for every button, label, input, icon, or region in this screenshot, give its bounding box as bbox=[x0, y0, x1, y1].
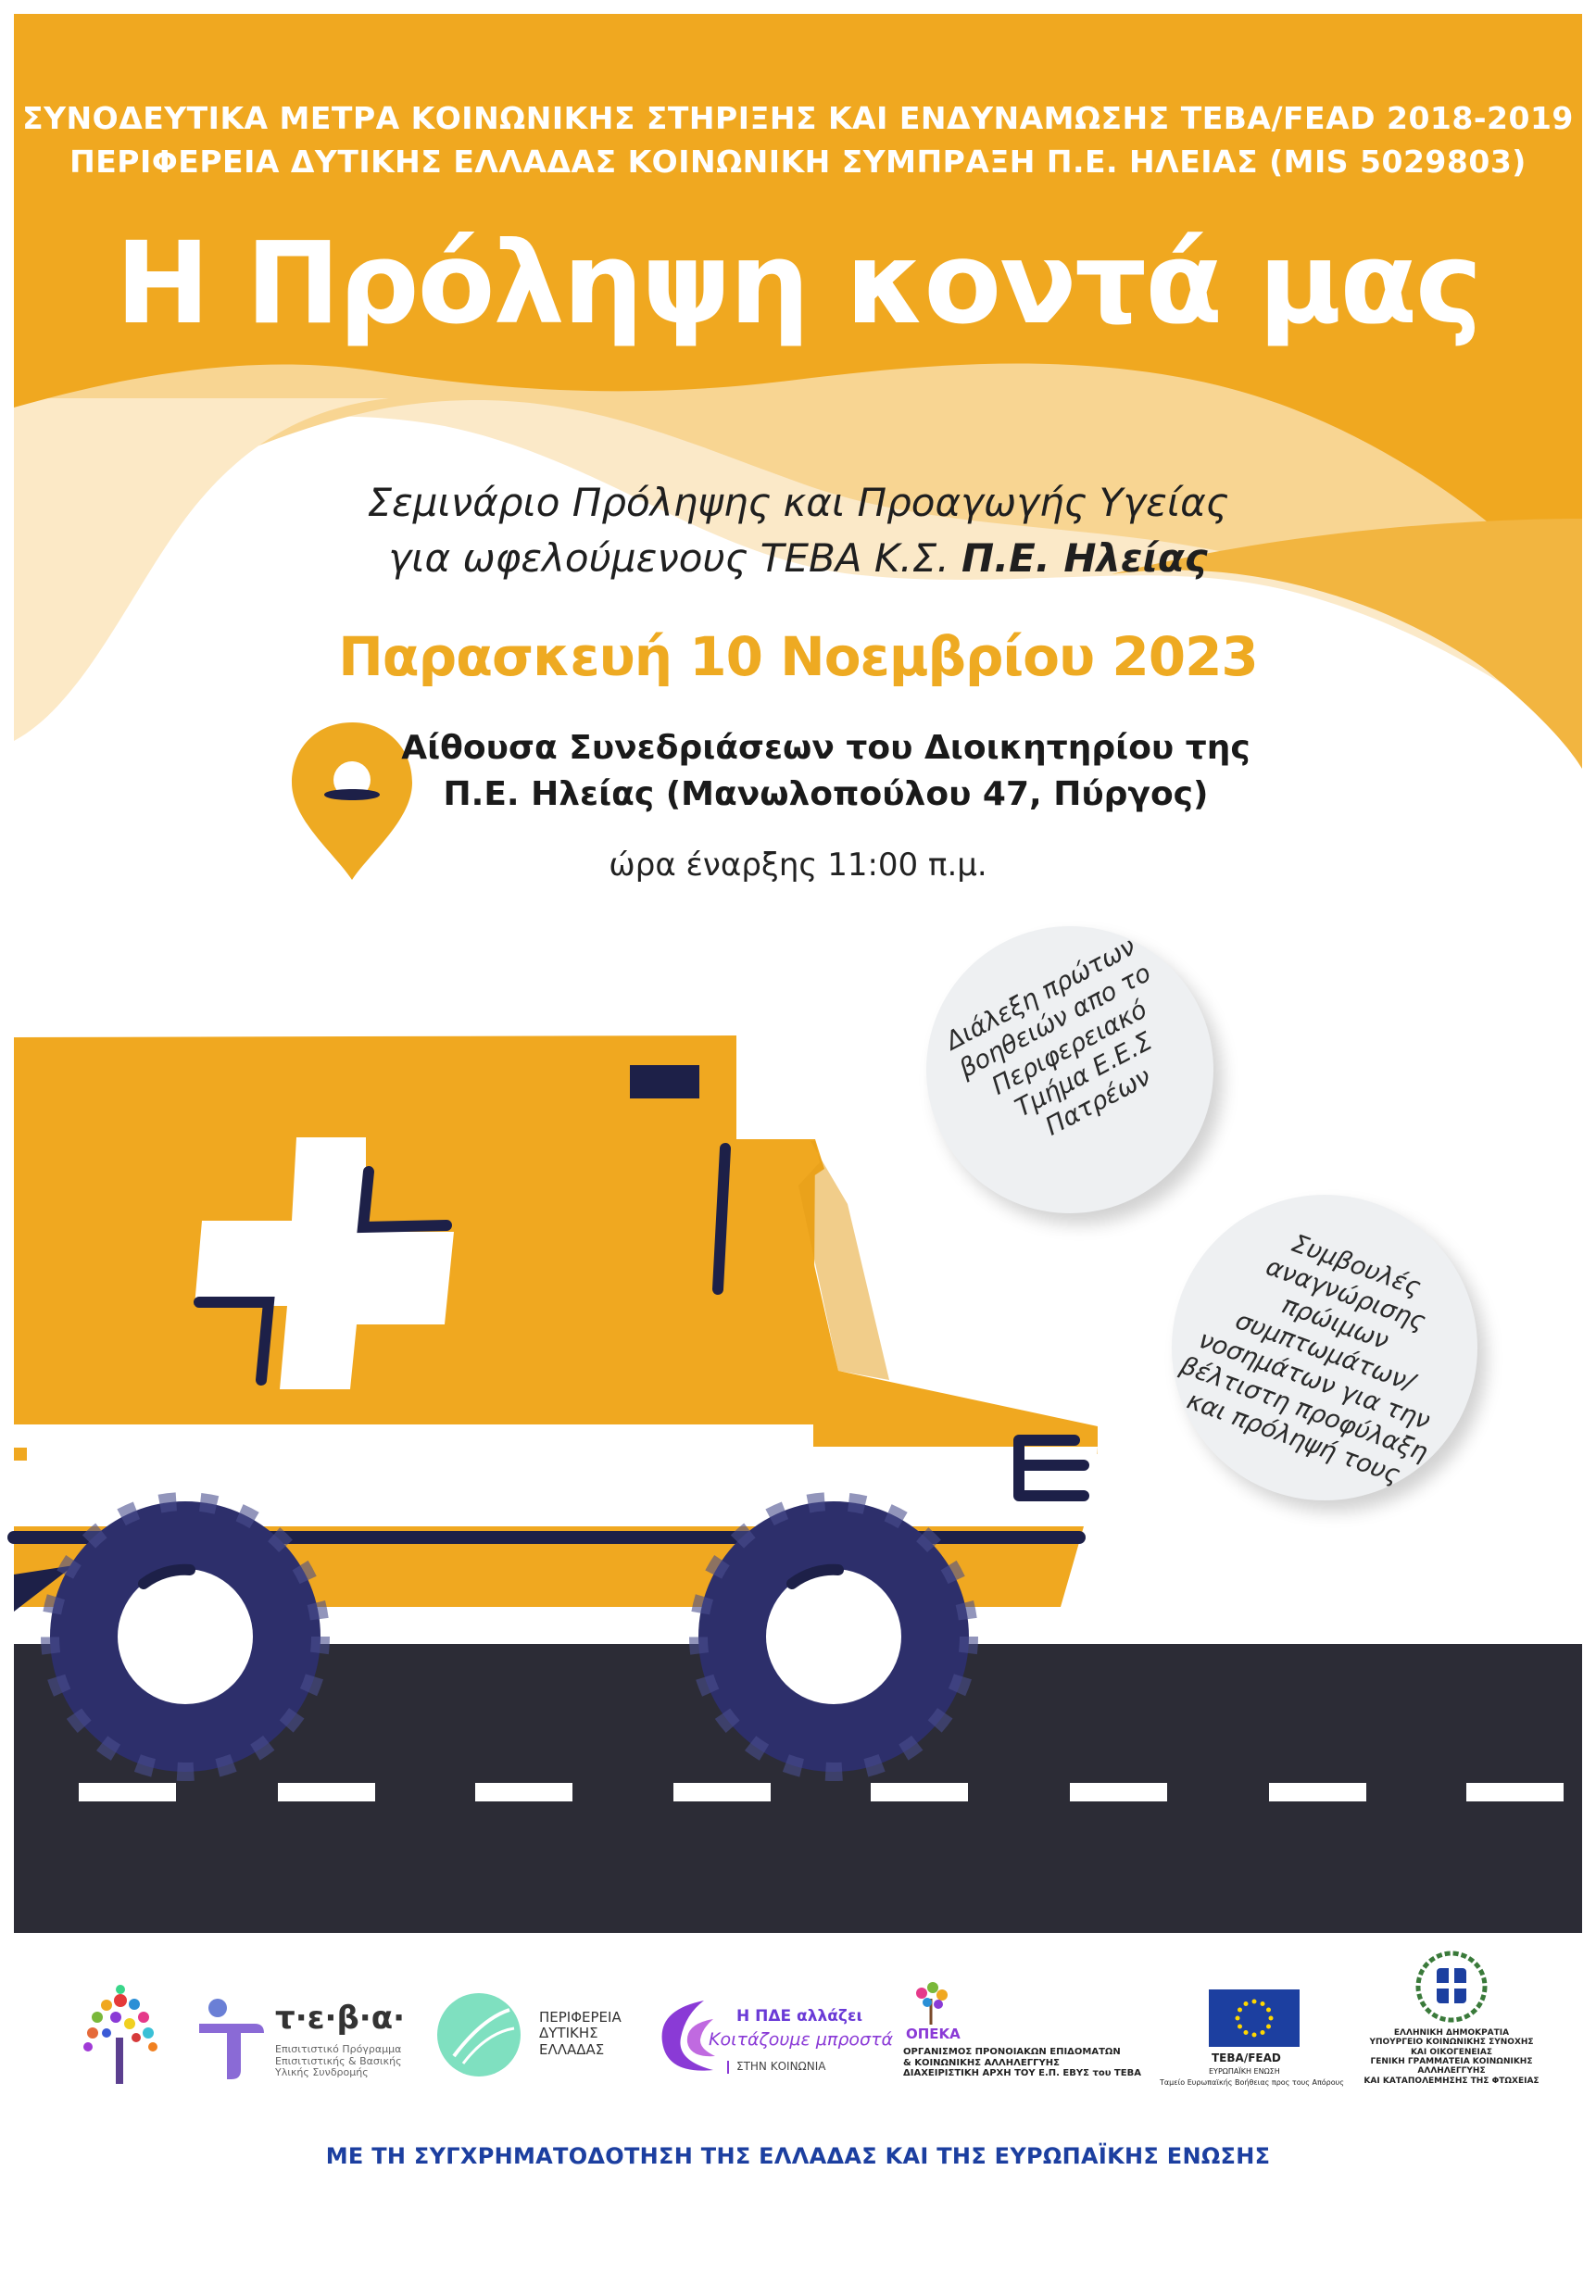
venue-line-1: Αίθουσα Συνεδριάσεων του Διοικητηρίου της bbox=[401, 729, 1250, 767]
subtitle-line-2 bbox=[0, 535, 1596, 581]
pde-changes-title: Η ΠΔΕ αλλάζει bbox=[736, 2007, 863, 2026]
pde-region-logo bbox=[435, 1991, 523, 2079]
eu-label: ΤΕΒΑ/FEAD bbox=[1212, 2051, 1281, 2064]
ministry-caption: ΕΛΛΗΝΙΚΗ ΔΗΜΟΚΡΑΤΙΑ ΥΠΟΥΡΓΕΙΟ ΚΟΙΝΩΝΙΚΗΣ ΣΥΝΟΧΗΣ ΚΑΙ ΟΙΚΟΓΕΝΕΙΑΣ ΓΕΝΙΚΗ ΓΡΑΜΜΑΤΕΙΑ ΚΟΙΝΩΝΙΚΗΣ ΑΛΛΗΛΕΓΓΥΗΣ ΚΑΙ ΚΑΤΑΠΟΛΕΜΗΣΗΣ ΤΗΣ ΦΤΩΧΕΙΑΣ bbox=[1364, 2028, 1539, 2086]
subtitle-line-2-prefix: για ωφελούμενους ΤΕΒΑ Κ.Σ. bbox=[388, 535, 962, 581]
subtitle-line-2-bold: Π.Ε. Ηλείας bbox=[961, 535, 1208, 581]
opeka-name: ΟΠΕΚΑ bbox=[906, 2026, 961, 2042]
eu-sub-2: Ταμείο Ευρωπαϊκής Βοήθειας προς τους Απόρους bbox=[1160, 2078, 1344, 2087]
opeka-logo-icon bbox=[903, 1980, 959, 2026]
pde-changes-subtitle: Κοιτάζουμε μπροστά bbox=[709, 2029, 894, 2050]
social-partnership-tree-logo bbox=[69, 1982, 171, 2089]
rear-wheel bbox=[50, 1501, 320, 1772]
event-date: Παρασκευή 10 Νοεμβρίου 2023 bbox=[338, 625, 1258, 688]
pde-caption: ΠΕΡΙΦΕΡΕΙΑ ΔΥΤΙΚΗΣ ΕΛΛΑΔΑΣ bbox=[539, 2009, 622, 2058]
eu-flag-icon bbox=[1209, 1989, 1300, 2047]
teba-wordmark: τ·ε·β·α· bbox=[275, 2000, 405, 2037]
greek-republic-emblem bbox=[1414, 1950, 1489, 2024]
subtitle-line-1: Σεμινάριο Πρόληψης και Προαγωγής Υγείας bbox=[367, 480, 1229, 525]
header-line-2: ΠΕΡΙΦΕΡΕΙΑ ΔΥΤΙΚΗΣ ΕΛΛΑΔΑΣ ΚΟΙΝΩΝΙΚΗ ΣΥΜΠΡΑΞΗ Π.Ε. ΗΛΕΙΑΣ (MIS 5029803) bbox=[69, 144, 1527, 180]
info-bubble-first-aid bbox=[926, 926, 1213, 1213]
start-time: ώρα έναρξης 11:00 π.μ. bbox=[609, 847, 987, 884]
front-wheel bbox=[698, 1501, 969, 1772]
teba-logo-icon bbox=[190, 1991, 283, 2084]
header-line-1: ΣΥΝΟΔΕΥΤΙΚΑ ΜΕΤΡΑ ΚΟΙΝΩΝΙΚΗΣ ΣΤΗΡΙΞΗΣ ΚΑΙ ΕΝΔΥΝΑΜΩΣΗΣ ΤΕΒΑ/FEAD 2018-2019 bbox=[22, 100, 1574, 136]
first-aid-text: Διάλεξη πρώτων βοηθειών απο το Περιφερειακό Τμήμα Ε.Ε.Σ Πατρέων bbox=[941, 932, 1158, 1142]
venue-line-2: Π.Ε. Ηλείας (Μανωλοπούλου 47, Πύργος) bbox=[443, 775, 1209, 813]
funding-line: ΜΕ ΤΗ ΣΥΓΧΡΗΜΑΤΟΔΟΤΗΣΗ ΤΗΣ ΕΛΛΑΔΑΣ ΚΑΙ ΤΗΣ ΕΥΡΩΠΑΪΚΗΣ ΕΝΩΣΗΣ bbox=[325, 2143, 1271, 2169]
main-title: Η Πρόληψη κοντά μας bbox=[115, 218, 1481, 349]
eu-sub: ΕΥΡΩΠΑΪΚΗ ΕΝΩΣΗ bbox=[1209, 2067, 1280, 2076]
info-bubble-symptoms bbox=[1172, 1195, 1477, 1500]
symptoms-text: Συμβουλές αναγνώρισης πρώιμων συμπτωμάτων/ νοσημάτων για την βέλτιστη προφύλαξη και πρόληψή τους bbox=[1176, 1229, 1435, 1490]
teba-caption: Επισιτιστικό Πρόγραμμα Επισιτιστικής & Βασικής Υλικής Συνδρομής bbox=[275, 2043, 402, 2079]
pde-changes-subtitle-2: ΣΤΗΝ ΚΟΙΝΩΝΙΑ bbox=[727, 2061, 825, 2074]
opeka-caption: ΟΡΓΑΝΙΣΜΟΣ ΠΡΟΝΟΙΑΚΩΝ ΕΠΙΔΟΜΑΤΩΝ & ΚΟΙΝΩΝΙΚΗΣ ΑΛΛΗΛΕΓΓΥΗΣ ΔΙΑΧΕΙΡΙΣΤΙΚΗ ΑΡΧΗ ΤΟΥ Ε.Π. ΕΒΥΣ του ΤΕΒΑ bbox=[903, 2047, 1141, 2078]
